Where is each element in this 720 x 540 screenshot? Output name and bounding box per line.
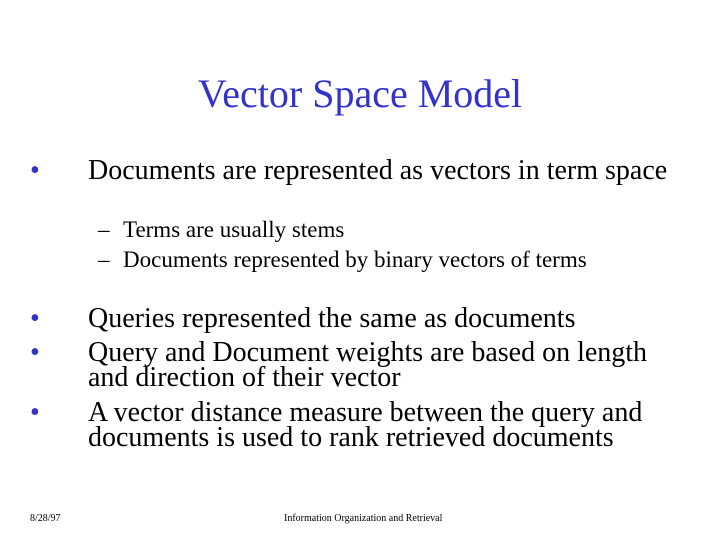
bullet-icon: • — [30, 303, 40, 334]
bullet-icon: • — [30, 397, 40, 428]
bullet-icon: • — [30, 337, 40, 368]
slide-title: Vector Space Model — [197, 71, 523, 116]
bullet-item — [30, 155, 690, 186]
bullet-text: Documents are represented as vectors in term space — [88, 155, 668, 186]
sub-bullet-item — [98, 219, 658, 241]
bullet-text: Queries represented the same as documents — [88, 303, 576, 334]
footer-text: Information Organization and Retrieval — [284, 513, 443, 524]
bullet-item — [30, 397, 690, 453]
sub-bullet-item — [98, 249, 658, 271]
footer-date: 8/28/97 — [30, 513, 61, 524]
sub-bullet-text: Documents represented by binary vectors of terms — [123, 247, 587, 272]
bullet-text: Query and Document weights are based on length and direction of their vector — [88, 337, 648, 393]
bullet-item — [30, 337, 690, 393]
bullet-text: A vector distance measure between the query and documents is used to rank retrieved documents — [88, 397, 643, 453]
bullet-item — [30, 303, 690, 334]
dash-icon: – — [98, 217, 110, 242]
sub-bullet-text: Terms are usually stems — [123, 217, 345, 242]
dash-icon: – — [98, 247, 110, 272]
bullet-icon: • — [30, 155, 40, 186]
